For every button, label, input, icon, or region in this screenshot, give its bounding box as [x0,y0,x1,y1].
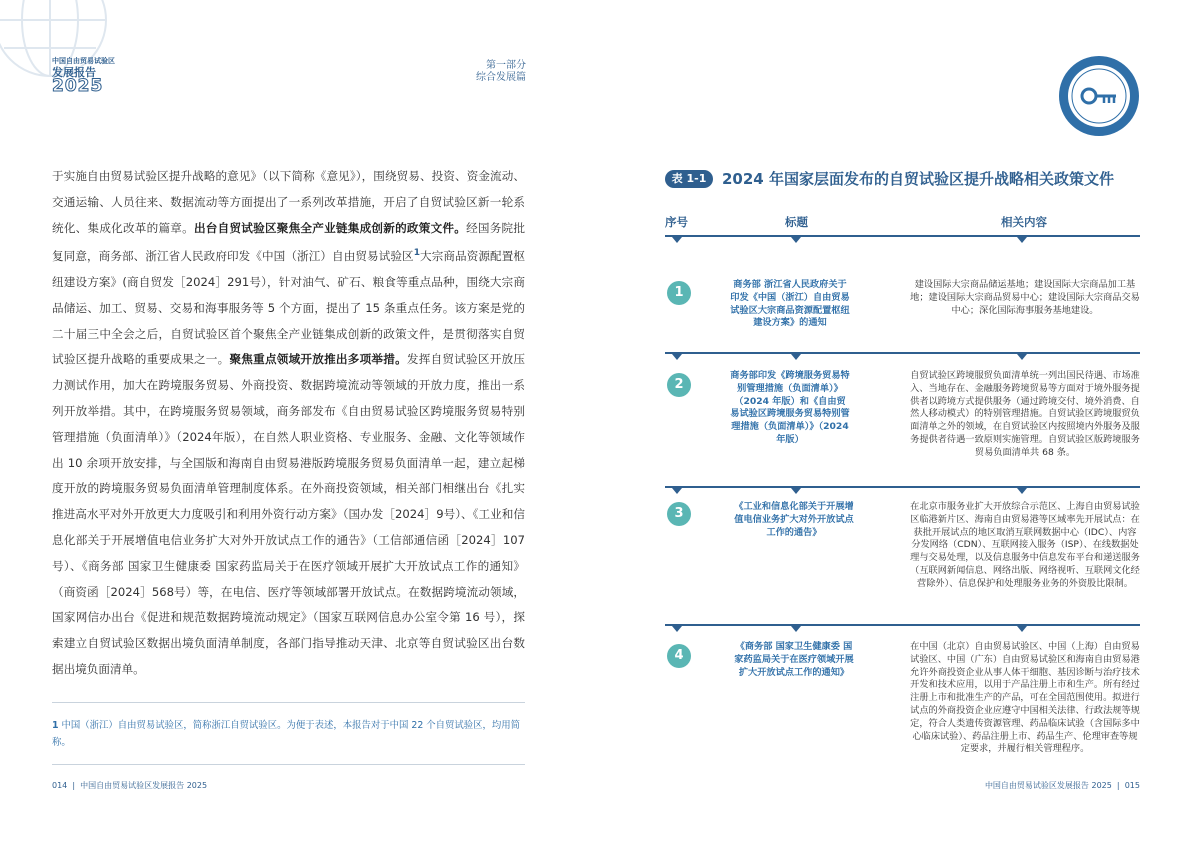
caret-icon [1017,354,1027,360]
footer-title-right: 中国自由贸易试验区发展报告 2025 [984,781,1112,790]
page-number-left: 014 [52,781,68,790]
footer-title-left: 中国自由贸易试验区发展报告 2025 [80,781,208,790]
caret-icon [672,626,682,632]
col-header-content: 相关内容 [1001,215,1047,229]
row-number-badge: 3 [667,502,691,526]
body-paragraph: 于实施自由贸易试验区提升战略的意见》（以下简称《意见》），围绕贸易、投资、资金流动、交通运输、人员往来、数据流动等方面提出了一系列改革措施，开启了自贸试验区新一轮系统化、集成化改革的篇章。出台自贸试验区聚焦全产业链集成创新的政策文件。经国务院批复同意，商务部、浙江省人民政府印发《中国（浙江）自由贸易试验区$^1$大宗商品资源配置枢纽建设方案》(商自贸发［2024］291号），针对油气、矿石、粮食等重点品种，围绕大宗商品储运、加工、贸易、交易和海事服务等 5 个方面，提出了 15 条重点任务。该方案是党的二十届三中全会之后，自贸试验区首个聚焦全产业链集成创新的政策文件，是贯彻落实自贸试验区提升战略的重要成果之一。聚焦重点领域开放推出多项举措。发挥自贸试验区开放压力测试作用，加大在跨境服务贸易、外商投资、数据跨境流动等领域的开放力度，推出一系列开放举措。其中，在跨境服务贸易领域，商务部发布《自由贸易试验区跨境服务贸易特别管理措施（负面清单）》（2024年版），在自然人职业资格、专业服务、金融、文化等领域作出 10 余项开放安排，与全国版和海南自由贸易港版跨境服务贸易负面清单一起，建立起梯度开放的跨境服务贸易负面清单管理制度体系。在外商投资领域，相关部门相继出台《扎实推进高水平对外开放更大力度吸引和利用外资行动方案》（国办发［2024］9号）、《工业和信息化部关于开展增值电信业务扩大对外开放试点工作的通告》（工信部通信函［2024］107号）、《商务部 国家卫生健康委 国家药监局关于在医疗领域开展扩大开放试点工作的通知》（商资函［2024］568号）等，在电信、医疗等领域部署开放试点。在数据跨境流动领域，国家网信办出台《促进和规范数据跨境流动规定》（国家互联网信息办公室令第 16 号），探索建立自贸试验区数据出境负面清单制度，各部门指导推动天津、北京等自贸试验区出台数据出境负面清单。 [52,169,525,676]
bold-heading-1: 出台自贸试验区聚焦全产业链集成创新的政策文件。 [193,220,467,235]
row-content: 在北京市服务业扩大开放综合示范区、上海自由贸易试验区临港新片区、海南自由贸易港等区域率先开展试点：在获批开展试点的地区取消互联网数据中心（IDC）、内容分发网络（CDN）、互联网接入服务（ISP）、在线数据处理与交易处理，以及信息服务中信息发布平台和递送服务（互联网新闻信息、网络出版、网络视听、互联网文化经营除外）、信息保护和处理服务业务的外资股比限制。 [910,501,1140,589]
row-divider [665,352,1140,354]
row-title: 《工业和信息化部关于开展增值电信业务扩大对外开放试点工作的通告》 [734,501,854,538]
bold-heading-2: 聚焦重点领域开放推出多项举措。 [229,352,407,367]
col-header-no: 序号 [665,215,688,229]
footnote-rule-top [52,702,525,703]
footnote-rule-bottom [52,764,525,765]
brand-year: 2025 [52,76,104,96]
caret-icon [1017,626,1027,632]
row-divider [665,486,1140,488]
page-number-right: 015 [1124,781,1140,790]
brand-line1: 中国自由贸易试验区 [52,57,115,65]
part-label: 第一部分 [486,60,526,71]
row-content: 在中国（北京）自由贸易试验区、中国（上海）自由贸易试验区、中国（广东）自由贸易试验区和海南自由贸易港允许外商投资企业从事人体干细胞、基因诊断与治疗技术开发和技术应用，以用于产品注册上市和生产。所有经过注册上市和批准生产的产品，可在全国范围使用。拟进行试点的外商投资企业应遵守中国相关法律、行政法规等规定，符合人类遗传资源管理、药品临床试验（含国际多中心临床试验）、药品注册上市、药品生产、伦理审查等规定要求，并履行相关管理程序。 [910,641,1140,755]
think-tank-logo [1058,55,1140,137]
row-title: 《商务部 国家卫生健康委 国家药监局关于在医疗领域开展扩大开放试点工作的通知》 [734,641,854,678]
footer-right: 中国自由贸易试验区发展报告 2025 | 015 [984,781,1140,790]
caret-icon [791,354,801,360]
row-divider [665,624,1140,626]
caret-icon [1017,488,1027,494]
row-number-badge: 4 [667,644,691,668]
footnote-ref[interactable]: 1 [413,248,420,259]
header-rule [665,235,1140,237]
brand-line2: 发展报告 [52,66,96,79]
caret-icon [672,354,682,360]
table-title: 2024 年国家层面发布的自贸试验区提升战略相关政策文件 [722,170,1114,188]
row-content: 自贸试验区跨境服贸负面清单统一列出国民待遇、市场准入、当地存在、金融服务跨境贸易等方面对于境外服务提供者以跨境方式提供服务（通过跨境交付、境外消费、自然人移动模式）的特别管理措施。自贸试验区跨境服贸负面清单之外的领域，在自贸试验区内按照境内外服务及服务提供者待遇一致原则实施管理。自贸试验区版跨境服务贸易负面清单共 68 条。 [910,370,1140,458]
caret-icon [672,237,682,243]
footnote: 1 中国（浙江）自由贸易试验区，简称浙江自贸试验区。为便于表述，本报告对于中国 22 个自贸试验区，均用简称。 [52,720,521,748]
row-title: 商务部印发《跨境服务贸易特别管理措施（负面清单）》（2024 年版）和《自由贸易试验区跨境服务贸易特别管理措施（负面清单）》（2024 年版） [730,370,850,445]
row-number-badge: 2 [667,373,691,397]
table-badge: 表 1-1 [665,170,713,188]
caret-icon [791,626,801,632]
row-title: 商务部 浙江省人民政府关于印发《中国（浙江）自由贸易试验区大宗商品资源配置枢纽建设方案》的通知 [730,279,850,329]
col-header-title: 标题 [785,215,808,229]
caret-icon [791,488,801,494]
section-label: 综合发展篇 [476,72,526,83]
caret-icon [1017,237,1027,243]
caret-icon [791,237,801,243]
row-number-badge: 1 [667,281,691,305]
row-content: 建设国际大宗商品储运基地；建设国际大宗商品加工基地；建设国际大宗商品贸易中心；建设国际大宗商品交易中心；深化国际海事服务基地建设。 [910,279,1140,316]
footer-left: 014 | 中国自由贸易试验区发展报告 2025 [52,781,208,790]
caret-icon [672,488,682,494]
